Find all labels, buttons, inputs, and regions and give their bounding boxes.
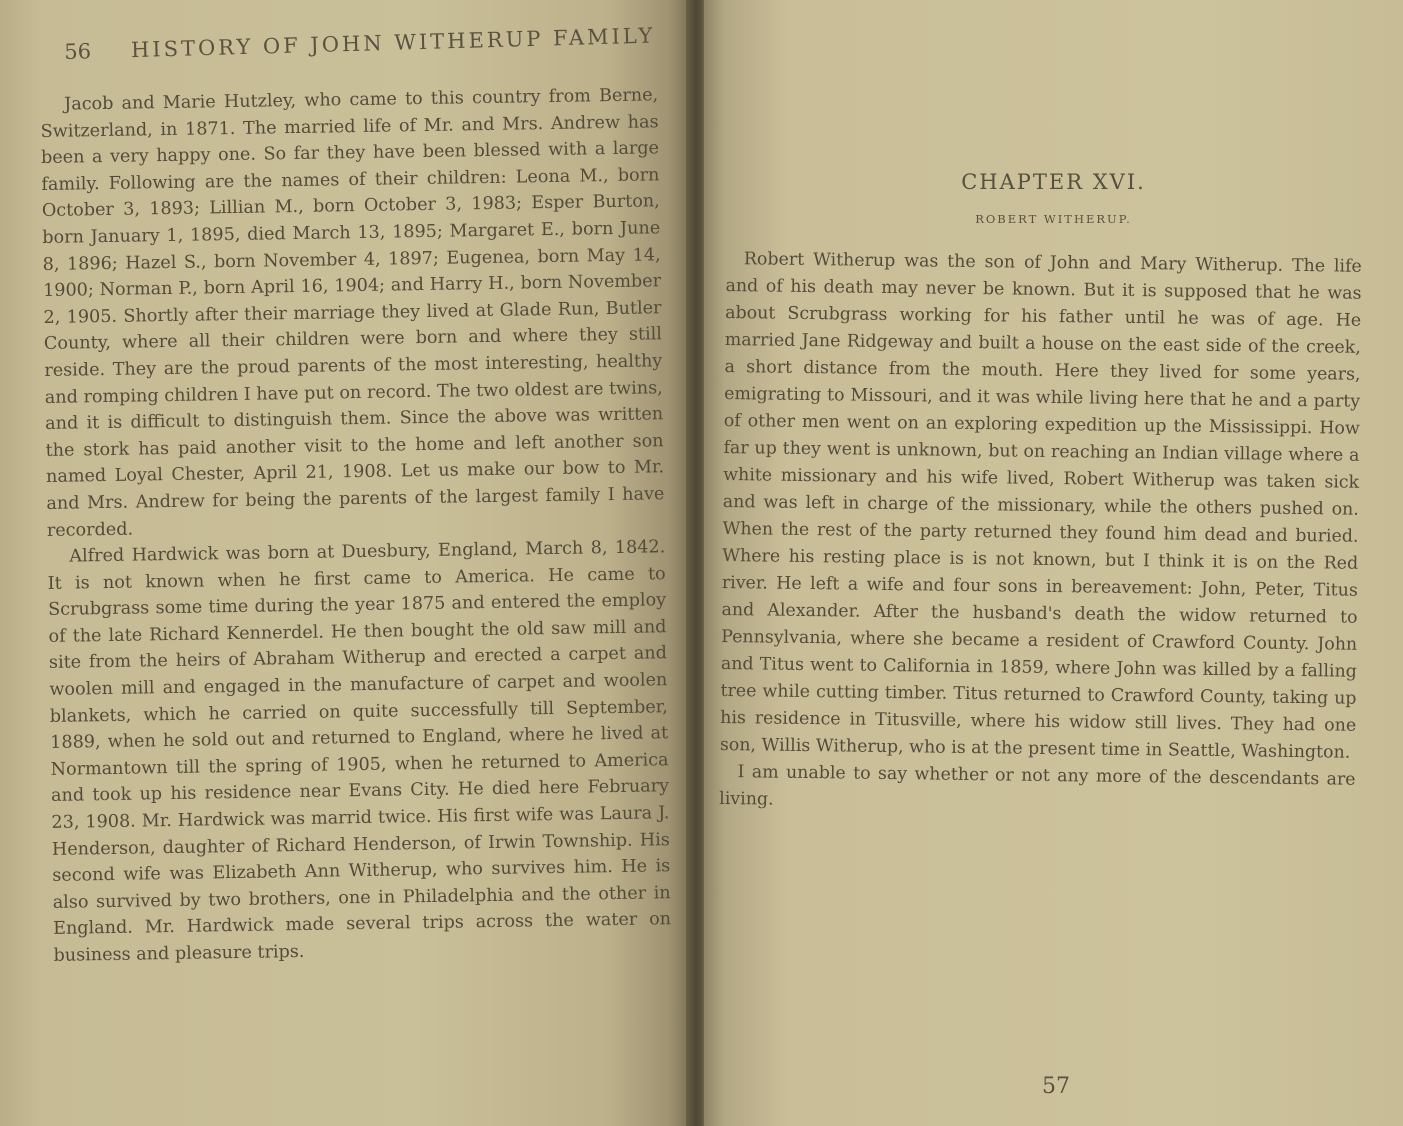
chapter-title: CHAPTER XVI.	[961, 170, 1146, 194]
left-page	[0, 0, 690, 1126]
left-page-number: 56	[64, 39, 92, 64]
left-paragraph-1: Jacob and Marie Hutzley, who came to this country from Berne, Switzerland, in 1871. The married life of Mr. and Mrs. Andrew has been a very happy one. So far they have been blessed with a large family. Following are the names of their children: Leona M., born October 3, 1893; Lillian M., born October 3, 1983; Esper Burton, born January 1, 1895, died March 13, 1895; Margaret E., born June 8, 1896; Hazel S., born November 4, 1897; Eugenea, born May 14, 1900; Norman P., born April 16, 1904; and Harry H., born November 2, 1905. Shortly after their marriage they lived at Glade Run, Butler County, where all their children were born and where they still reside. They are the proud parents of the most interesting, healthy and romping children I have put on record. The two oldest are twins, and it is difficult to distinguish them. Since the above was written the stork has paid another visit to the home and left another son named Loyal Chester, April 21, 1908. Let us make our bow to Mr. and Mrs. Andrew for being the parents of the largest family I have recorded.	[40, 85, 665, 541]
right-page-body	[719, 246, 1362, 821]
left-page-body	[40, 82, 672, 969]
right-paragraph-2: I am unable to say whether or not any more of the descendants are living.	[719, 762, 1356, 810]
chapter-subtitle: ROBERT WITHERUP.	[975, 212, 1132, 226]
running-head-title: HISTORY OF JOHN WITHERUP FAMILY	[130, 23, 656, 63]
right-page	[704, 0, 1403, 1126]
right-paragraph-1: Robert Witherup was the son of John and Mary Witherup. The life and of his death may never be known. But it is supposed that he was about Scrubgrass working for his father until he was of age. He married Jane Ridgeway and built a house on the east side of the creek, a short distance from the mouth. Here they lived for some years, emigrating to Missouri, and it was while living here that he and a party of other men went on an exploring expedition up the Mississippi. How far up they went is unknown, but on reaching an Indian village where a white missionary and his wife lived, Robert Witherup was taken sick and was left in charge of the missionary, while the others pushed on. When the rest of the party returned they found him dead and buried. Where his resting place is is not known, but I think it is on the Red river. He left a wife and four sons in bereavement: John, Peter, Titus and Alexander. After the husband's death the widow returned to Pennsylvania, where she became a resident of Crawford County. John and Titus went to California in 1859, where John was killed by a falling tree while cutting timber. Titus returned to Crawford County, taking up his residence in Titusville, where his widow still lives. They had one son, Willis Witherup, who is at the present time in Seattle, Washington.	[719, 249, 1362, 763]
running-head	[64, 23, 664, 64]
left-paragraph-2: Alfred Hardwick was born at Duesbury, England, March 8, 1842. It is not known when he first came to America. He came to Scrubgrass some time during the year 1875 and entered the employ of the late Richard Kennerdel. He then bought the old saw mill and site from the heirs of Abraham Witherup and erected a carpet and woolen mill and engaged in the manufacture of carpet and woolen blankets, which he carried on quite successfully till September, 1889, when he sold out and returned to England, where he lived at Normantown till the spring of 1905, when he returned to America and took up his residence near Evans City. He died here February 23, 1908. Mr. Hardwick was marrid twice. His first wife was Laura J. Henderson, daughter of Richard Henderson, of Irwin Township. His second wife was Elizabeth Ann Witherup, who survives him. He is also survived by two brothers, one in Philadelphia and the other in England. Mr. Hardwick made several trips across the water on business and pleasure trips.	[47, 537, 672, 966]
right-page-number: 57	[1042, 1074, 1070, 1099]
